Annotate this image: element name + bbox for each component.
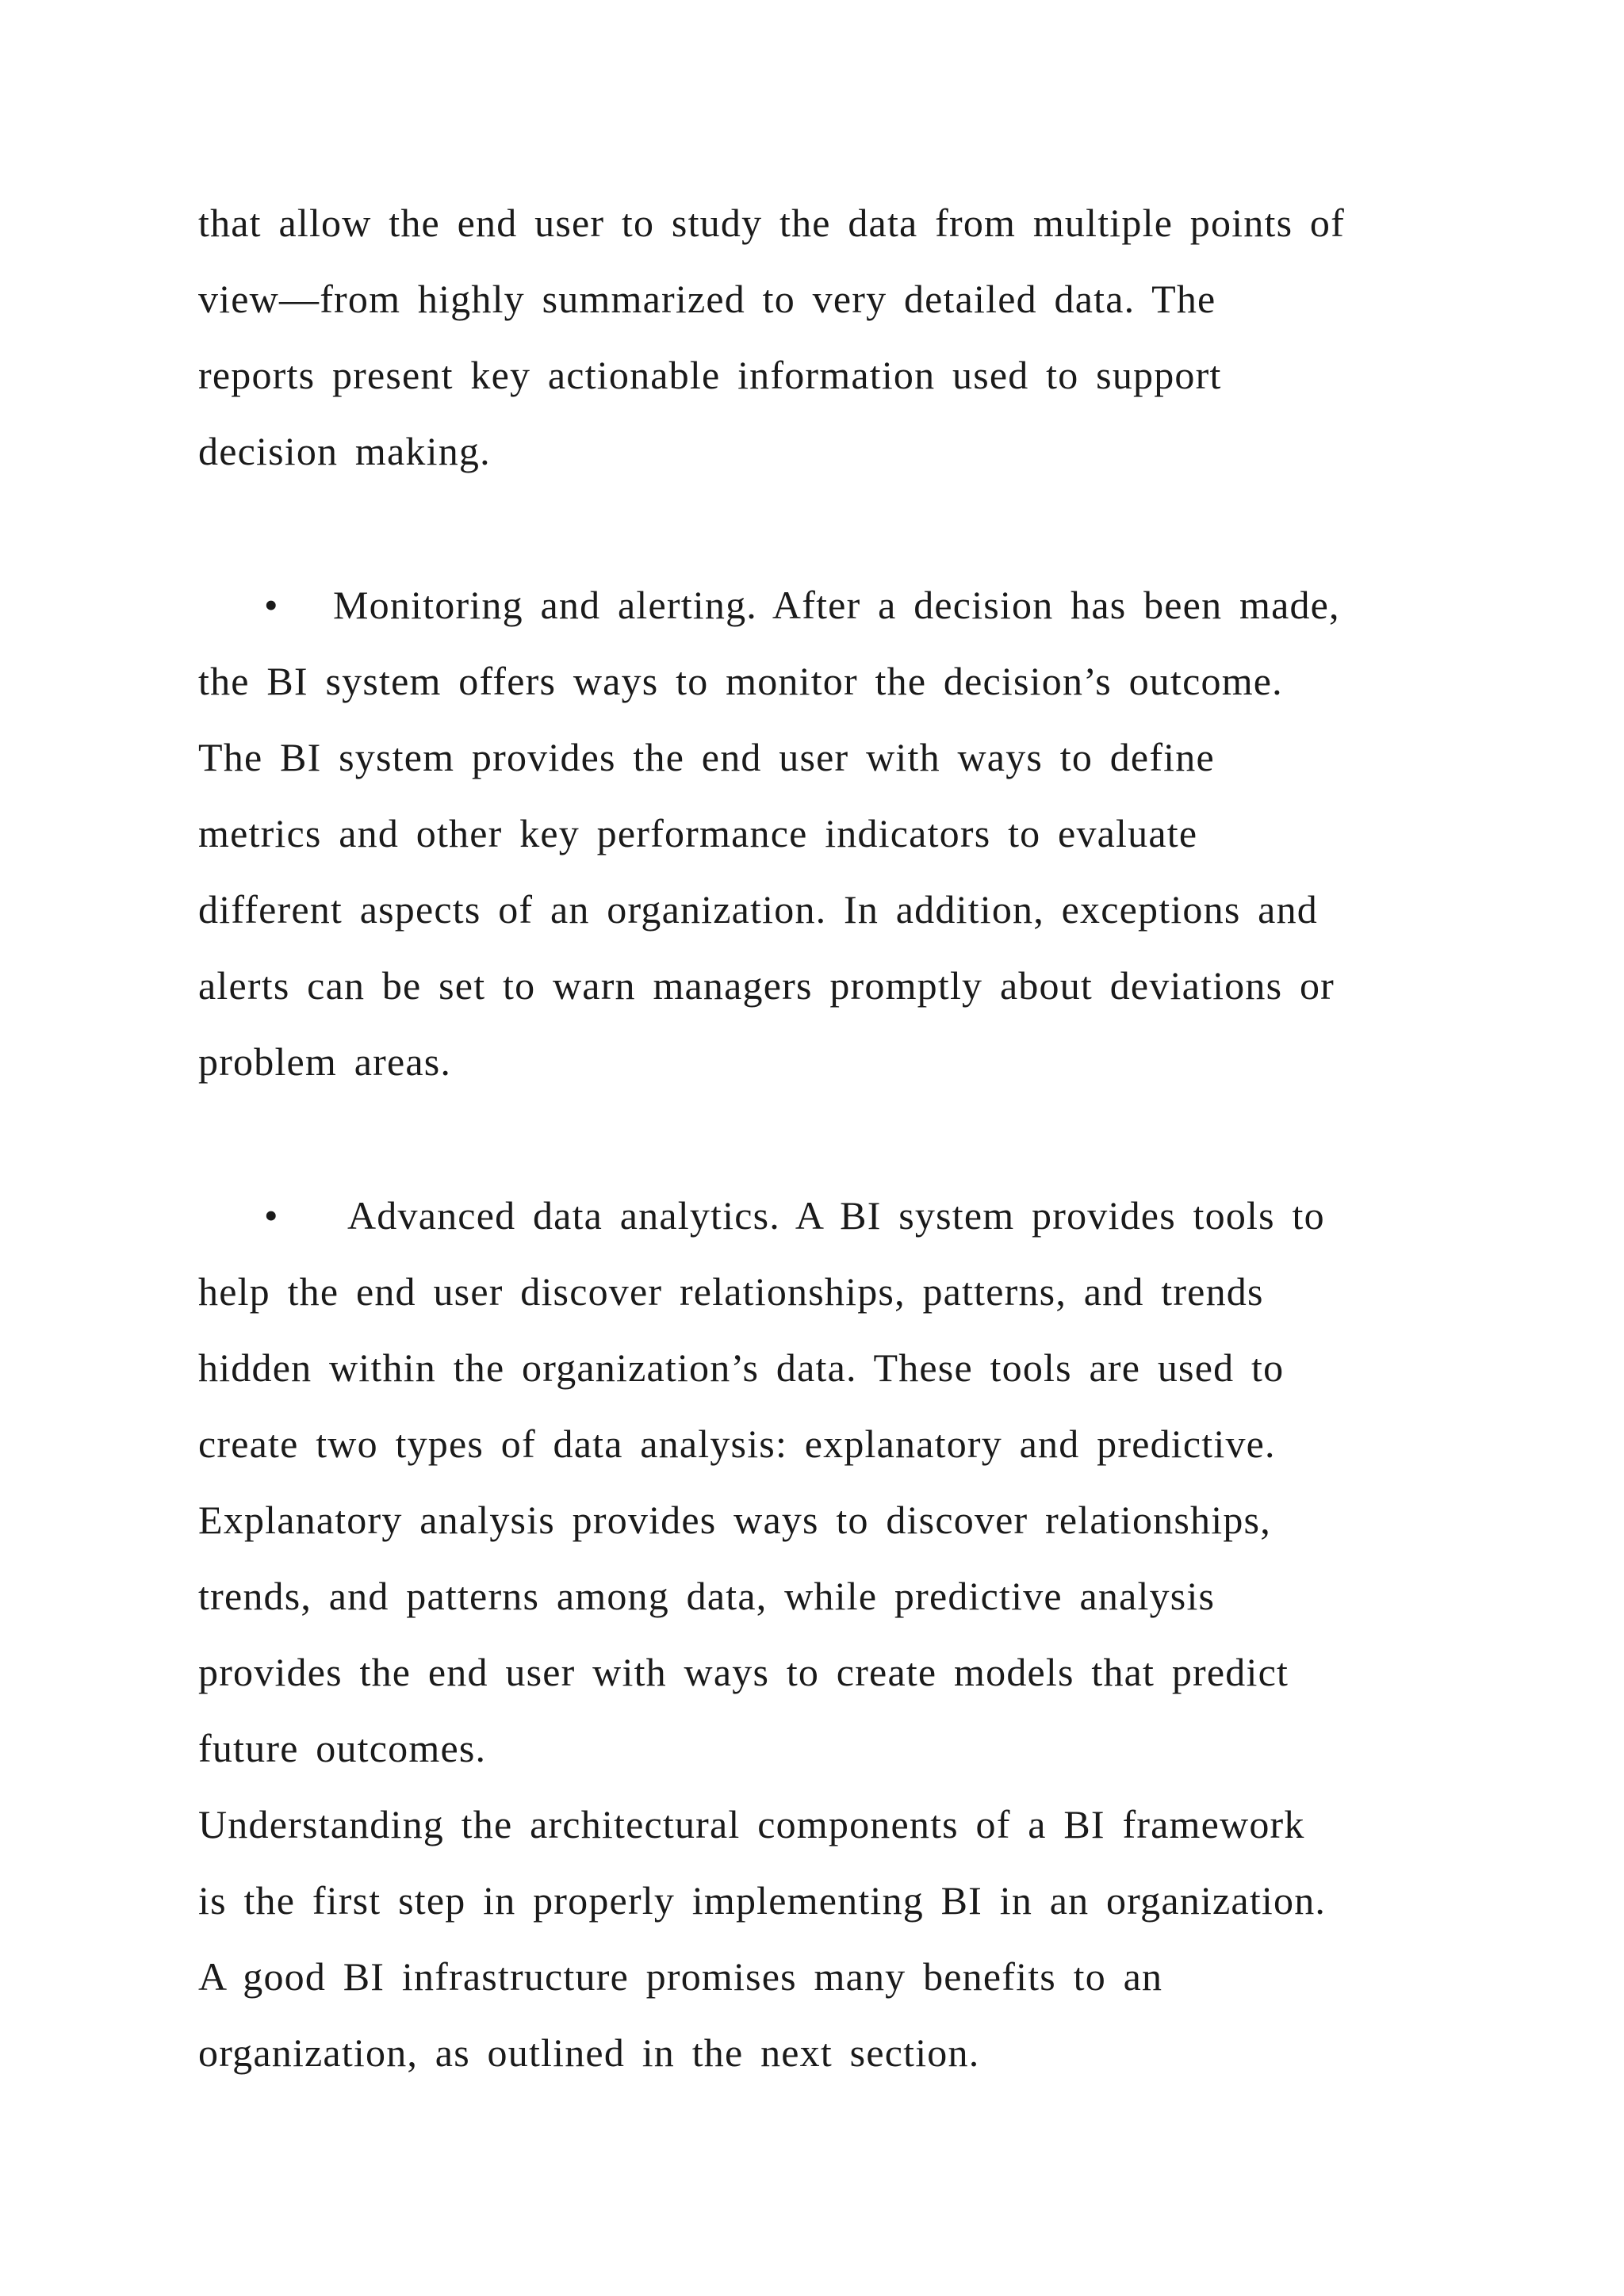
text-line: decision making. — [198, 429, 491, 473]
bullet-marker: • — [264, 1193, 279, 1238]
text-line: trends, and patterns among data, while predictive analysis — [198, 1574, 1216, 1618]
text-line: that allow the end user to study the data from multiple points of — [198, 201, 1345, 245]
text-line: is the first step in properly implementing BI in an organization. — [198, 1878, 1327, 1923]
text-line: Understanding the architectural components of a BI framework — [198, 1802, 1305, 1846]
text-line: Monitoring and alerting. After a decision has been made, — [333, 583, 1340, 627]
text-line: A good BI infrastructure promises many benefits to an — [198, 1954, 1163, 1999]
text-line: metrics and other key performance indicators to evaluate — [198, 811, 1198, 855]
text-line: different aspects of an organization. In addition, exceptions and — [198, 887, 1318, 932]
text-line: organization, as outlined in the next section. — [198, 2030, 980, 2075]
text-line: hidden within the organization’s data. These tools are used to — [198, 1345, 1285, 1390]
text-line: Explanatory analysis provides ways to discover relationships, — [198, 1498, 1271, 1542]
text-line: problem areas. — [198, 1039, 452, 1084]
text-line: reports present key actionable information used to support — [198, 353, 1222, 397]
text-line: future outcomes. — [198, 1726, 487, 1770]
text-line: alerts can be set to warn managers promptly about deviations or — [198, 963, 1335, 1008]
text-line: provides the end user with ways to create models that predict — [198, 1650, 1289, 1694]
bullet-marker: • — [264, 583, 279, 627]
text-line: view—from highly summarized to very detailed data. The — [198, 277, 1216, 321]
text-line: create two types of data analysis: explanatory and predictive. — [198, 1422, 1276, 1466]
text-line: help the end user discover relationships, patterns, and trends — [198, 1269, 1264, 1314]
text-line: Advanced data analytics. A BI system provides tools to — [347, 1193, 1325, 1238]
text-line: the BI system offers ways to monitor the decision’s outcome. — [198, 659, 1283, 703]
text-line: The BI system provides the end user with ways to define — [198, 735, 1215, 779]
